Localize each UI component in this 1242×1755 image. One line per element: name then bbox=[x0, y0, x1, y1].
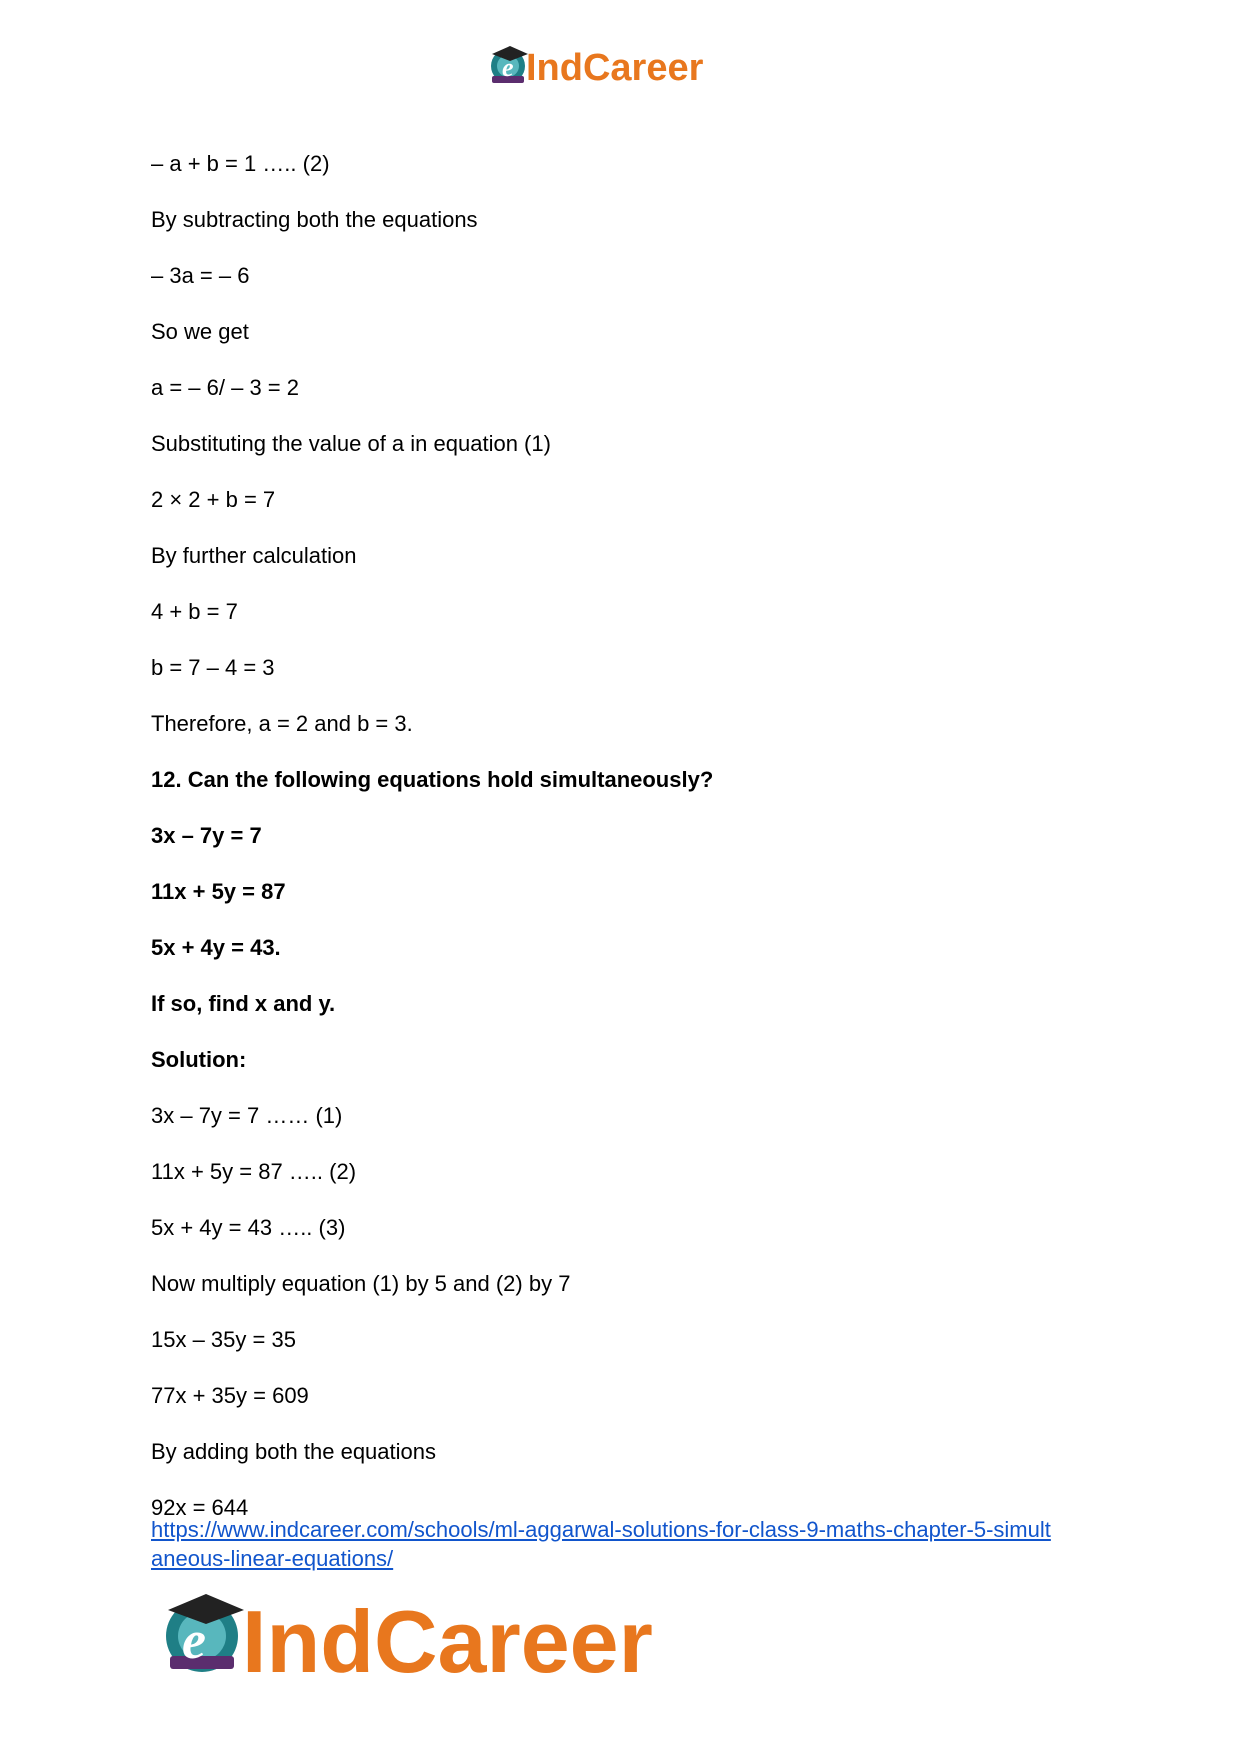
question-line: If so, find x and y. bbox=[151, 991, 336, 1016]
text-line: 4 + b = 7 bbox=[151, 599, 238, 624]
header-logo-text: IndCareer bbox=[526, 47, 704, 89]
graduation-cap-globe-icon bbox=[491, 46, 528, 83]
text-line: 5x + 4y = 43 ….. (3) bbox=[151, 1215, 346, 1240]
text-line: 3x – 7y = 7 …… (1) bbox=[151, 1103, 343, 1128]
svg-text:e: e bbox=[182, 1610, 206, 1670]
footer-logo-text: IndCareer bbox=[242, 1592, 653, 1691]
text-line: Therefore, a = 2 and b = 3. bbox=[151, 711, 413, 736]
question-line: Solution: bbox=[151, 1047, 247, 1072]
text-line: – 3a = – 6 bbox=[151, 263, 250, 288]
text-line: 77x + 35y = 609 bbox=[151, 1383, 309, 1408]
source-link-block bbox=[151, 1515, 1111, 1573]
source-link-line2: aneous-linear-equations/ bbox=[151, 1546, 394, 1571]
text-line: – a + b = 1 ….. (2) bbox=[151, 151, 330, 176]
question-line: 3x – 7y = 7 bbox=[151, 823, 262, 848]
text-line: 15x – 35y = 35 bbox=[151, 1327, 296, 1352]
text-line: By further calculation bbox=[151, 543, 357, 568]
header-logo bbox=[486, 40, 766, 100]
svg-text:e: e bbox=[502, 53, 514, 82]
text-line: 92x = 644 bbox=[151, 1495, 249, 1520]
text-line: Now multiply equation (1) by 5 and (2) by 7 bbox=[151, 1271, 571, 1296]
question-line: 5x + 4y = 43. bbox=[151, 935, 281, 960]
source-link-line1: https://www.indcareer.com/schools/ml-aggarwal-solutions-for-class-9-maths-chapter-5-simult bbox=[151, 1517, 1051, 1542]
footer-logo bbox=[160, 1584, 720, 1694]
question-line: 12. Can the following equations hold simultaneously? bbox=[151, 767, 714, 792]
text-line: a = – 6/ – 3 = 2 bbox=[151, 375, 300, 400]
text-line: Substituting the value of a in equation (1) bbox=[151, 431, 551, 456]
graduation-cap-globe-icon bbox=[166, 1594, 244, 1672]
header-logo-svg bbox=[486, 40, 766, 100]
text-line: By adding both the equations bbox=[151, 1439, 437, 1464]
question-line: 11x + 5y = 87 bbox=[151, 879, 286, 904]
text-line: By subtracting both the equations bbox=[151, 207, 478, 232]
source-link[interactable] bbox=[151, 1517, 1051, 1571]
text-line: 2 × 2 + b = 7 bbox=[151, 487, 276, 512]
text-line: b = 7 – 4 = 3 bbox=[151, 655, 275, 680]
text-line: So we get bbox=[151, 319, 249, 344]
footer-logo-svg bbox=[160, 1584, 720, 1694]
document-body bbox=[151, 147, 1111, 1547]
text-line: 11x + 5y = 87 ….. (2) bbox=[151, 1159, 357, 1184]
